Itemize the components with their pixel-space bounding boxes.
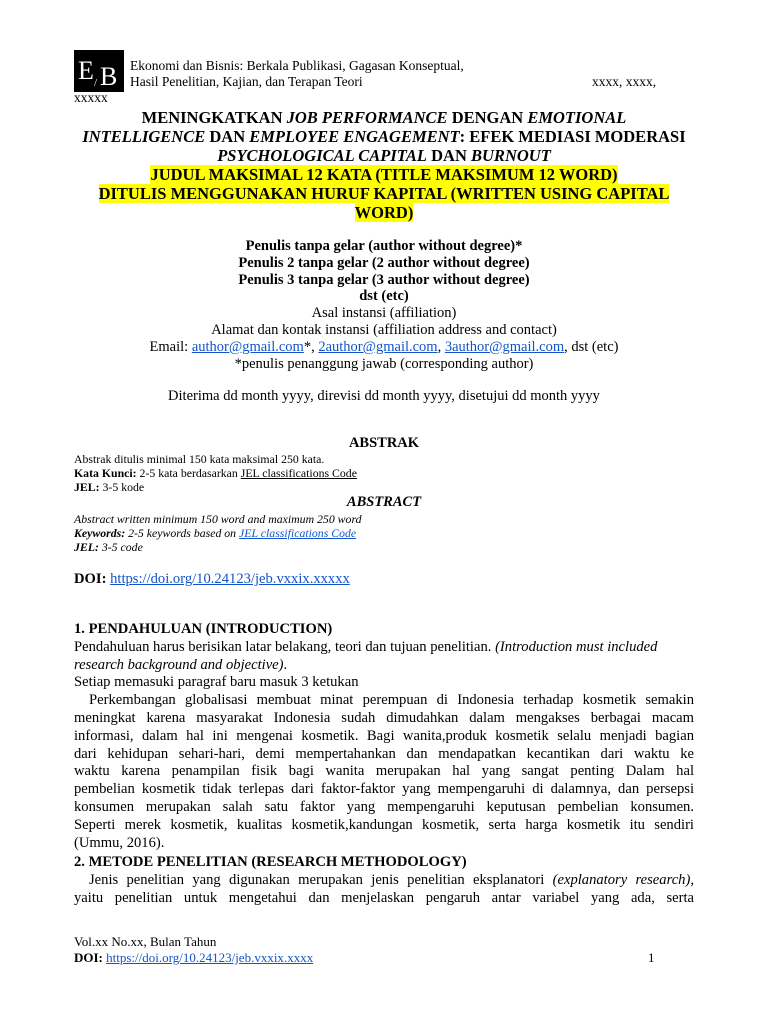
doi-link[interactable]: https://doi.org/10.24123/jeb.vxxix.xxxxx xyxy=(110,571,350,587)
title-note-1: JUDUL MAKSIMAL 12 KATA (TITLE MAKSIMUM 12 WORD) xyxy=(150,165,618,184)
section-methodology xyxy=(74,854,694,907)
abstract-heading: ABSTRACT xyxy=(346,494,422,510)
abstrak-heading: ABSTRAK xyxy=(348,435,420,451)
journal-logo xyxy=(74,50,124,92)
logo-slash: / xyxy=(94,77,98,89)
intro-paragraph-2: Setiap memasuki paragraf baru masuk 3 ketukan xyxy=(74,674,359,691)
jel-link-id[interactable]: JEL classifications Code xyxy=(240,466,357,480)
doi-line: DOI: https://doi.org/10.24123/jeb.vxxix.xxxxx xyxy=(74,571,350,587)
logo-letter-b: B xyxy=(100,62,118,91)
abstract-jel: JEL: 3-5 code xyxy=(74,540,143,554)
email-link-3[interactable]: 3author@gmail.com xyxy=(444,338,565,355)
logo-letter-e: E xyxy=(78,56,94,85)
abstrak-jel: JEL: 3-5 kode xyxy=(74,480,145,494)
email-link-2[interactable]: 2author@gmail.com xyxy=(318,338,438,355)
volume-placeholder: xxxx, xxxx, xyxy=(592,74,657,89)
email-line: Email: author@gmail.com*, 2author@gmail.com, 3author@gmail.com, dst (etc) xyxy=(149,338,619,355)
title-note-2: DITULIS MENGGUNAKAN HURUF KAPITAL (WRITTEN USING CAPITAL xyxy=(98,184,670,203)
journal-name-line1: Ekonomi dan Bisnis: Berkala Publikasi, Gagasan Konseptual, xyxy=(130,58,464,73)
abstrak-text: Abstrak ditulis minimal 150 kata maksimal 250 kata. xyxy=(74,452,325,466)
author-2: Penulis 2 tanpa gelar (2 author without degree) xyxy=(238,254,530,271)
article-title xyxy=(60,108,708,222)
section-2-heading: 2. METODE PENELITIAN (RESEARCH METHODOLOGY) xyxy=(74,854,467,870)
intro-paragraph-1b: research background and objective). xyxy=(74,656,288,673)
intro-paragraph-3: Perkembangan globalisasi membuat minat perempuan di Indonesia terhadap kosmetik semakin meningkat karena masyarakat Indonesia sudah dimudahkan dalam mengakses berbagai macam informasi, dalam hal ini mengenai kosmetik. Bagi wanita,produk kosmetik selalu menjadi bagian dari kehidupan sehari-hari, demi mempertahankan dan mendapatkan kecantikan dari waktu ke waktu karena penampilan fisik bagi wanita merupakan hal yang sangat penting Dalam hal pembelian kosmetik tidak terlepas dari faktor-faktor yang mempengaruhi di dalamnya, dan persepsi konsumen merupakan salah satu faktor yang mempengaruhi keputusan pembelian konsumen. Seperti merek kosmetik, kualitas kosmetik,kandungan kosmetik, serta harga kosmetik itu sendiri (Ummu, 2016). xyxy=(74,692,694,851)
page-number: 1 xyxy=(648,950,655,965)
section-1-heading: 1. PENDAHULUAN (INTRODUCTION) xyxy=(74,621,333,637)
email-link-1[interactable]: author@gmail.com xyxy=(191,338,304,355)
footer-doi-link[interactable]: https://doi.org/10.24123/jeb.vxxix.xxxx xyxy=(106,950,314,965)
footer-doi: DOI: https://doi.org/10.24123/jeb.vxxix.xxxx xyxy=(74,950,314,965)
author-3: Penulis 3 tanpa gelar (3 author without degree) xyxy=(238,271,530,288)
abstract-text: Abstract written minimum 150 word and maximum 250 word xyxy=(74,512,362,526)
volume-placeholder-wrap: xxxxx xyxy=(74,90,108,105)
jel-link-en[interactable]: JEL classifications Code xyxy=(239,526,357,540)
footer-volume: Vol.xx No.xx, Bulan Tahun xyxy=(74,934,217,949)
affiliation: Asal instansi (affiliation) xyxy=(311,305,457,322)
abstrak-keywords: Kata Kunci: 2-5 kata berdasarkan JEL classifications Code xyxy=(74,466,357,480)
journal-name-line2: Hasil Penelitian, Kajian, dan Terapan Teori xyxy=(130,74,363,89)
section-introduction xyxy=(74,621,694,852)
title-line-3: PSYCHOLOGICAL CAPITAL DAN BURNOUT xyxy=(217,146,551,165)
affiliation-address: Alamat dan kontak instansi (affiliation address and contact) xyxy=(211,321,557,338)
author-1: Penulis tanpa gelar (author without degree)* xyxy=(245,238,523,254)
received-dates: Diterima dd month yyyy, direvisi dd month yyyy, disetujui dd month yyyy xyxy=(168,388,600,404)
author-block xyxy=(60,238,708,372)
method-line-2: yaitu penelitian untuk mengetahui dan menjelaskan pengaruh antar variabel yang ada, serta xyxy=(74,889,694,906)
author-etc: dst (etc) xyxy=(359,288,409,305)
method-line-1: Jenis penelitian yang digunakan merupakan jenis penelitian eksplanatori (explanatory research), xyxy=(89,871,694,888)
title-line-2: INTELLIGENCE DAN EMPLOYEE ENGAGEMENT: EFEK MEDIASI MODERASI xyxy=(82,127,686,146)
title-line-1: MENINGKATKAN JOB PERFORMANCE DENGAN EMOTIONAL xyxy=(141,108,627,127)
title-note-3: WORD) xyxy=(354,203,414,222)
abstrak-block xyxy=(74,452,357,494)
abstract-block xyxy=(74,512,362,554)
intro-paragraph-1: Pendahuluan harus berisikan latar belakang, teori dan tujuan penelitian. (Introduction must included xyxy=(74,638,658,655)
corresponding-note: *penulis penanggung jawab (corresponding author) xyxy=(234,355,534,372)
abstract-keywords: Keywords: 2-5 keywords based on JEL classifications Code xyxy=(74,526,357,540)
